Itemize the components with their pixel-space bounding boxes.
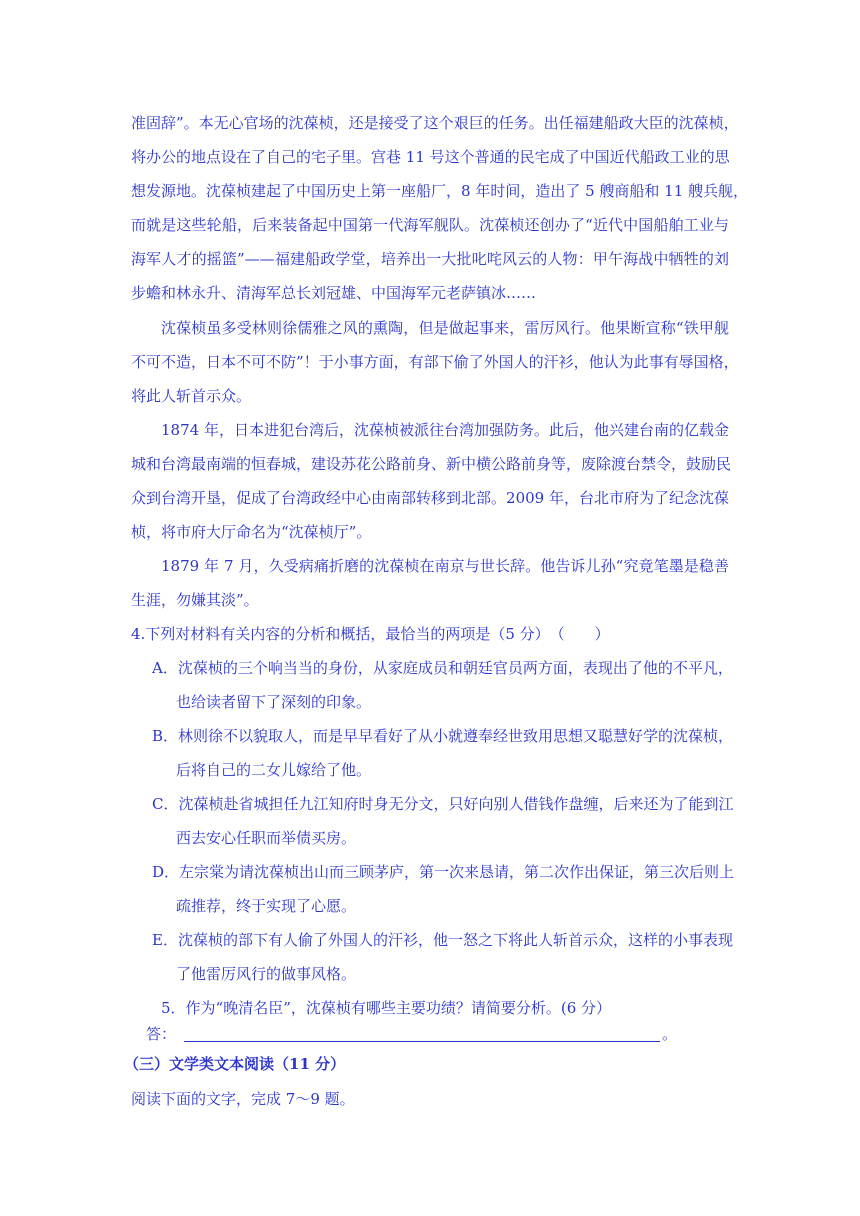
passage-line: 1879 年 7 月，久受病痛折磨的沈葆桢在南京与世长辞。他告诉儿孙“究竟笔墨是稳善: [161, 557, 729, 575]
question-5-stem: 5．作为“晚清名臣”，沈葆桢有哪些主要功绩？请简要分析。(6 分）: [161, 999, 612, 1017]
passage-line: 不可不造，日本不可不防”！于小事方面，有部下偷了外国人的汗衫，他认为此事有辱国格，: [131, 353, 739, 371]
answer-end: 。: [662, 1025, 678, 1043]
passage-line: 沈葆桢虽多受林则徐儒雅之风的熏陶，但是做起事来，雷厉风行。他果断宣称“铁甲舰: [161, 319, 729, 337]
option-d: D．左宗棠为请沈葆桢出山而三顾茅庐，第一次来恳请，第二次作出保证，第三次后则上: [152, 863, 735, 881]
passage-line: 将办公的地点设在了自己的宅子里。宫巷 11 号这个普通的民宅成了中国近代船政工业的思: [131, 148, 730, 166]
passage-line: 众到台湾开垦，促成了台湾政经中心由南部转移到北部。2009 年，台北市府为了纪念沈葆: [131, 489, 729, 507]
passage-line: 城和台湾最南端的恒春城，建设苏花公路前身、新中横公路前身等，废除渡台禁令，鼓励民: [131, 455, 732, 473]
option-e-cont: 了他雷厉风行的做事风格。: [176, 965, 357, 983]
passage-line: 步蟾和林永升、清海军总长刘冠雄、中国海军元老萨镇冰……: [131, 284, 537, 302]
passage-line: 桢，将市府大厅命名为“沈葆桢厅”。: [131, 523, 372, 541]
option-c-cont: 西去安心任职而举债买房。: [176, 829, 357, 847]
section-heading: （三）文学类文本阅读（11 分）: [124, 1055, 346, 1073]
passage-line: 海军人才的摇篮”——福建船政学堂，培养出一大批叱咤风云的人物：甲午海战中牺牲的刘: [131, 250, 729, 268]
passage-line: 想发源地。沈葆桢建起了中国历史上第一座船厂，8 年时间，造出了 5 艘商船和 11 艘兵舰，: [131, 182, 749, 200]
passage-line: 而就是这些轮船，后来装备起中国第一代海军舰队。沈葆桢还创办了“近代中国船舶工业与: [131, 216, 729, 234]
section-instruction: 阅读下面的文字，完成 7～9 题。: [131, 1090, 355, 1108]
passage-line: 准固辞”。本无心官场的沈葆桢，还是接受了这个艰巨的任务。出任福建船政大臣的沈葆桢，: [131, 114, 739, 132]
question-4-stem: 4.下列对材料有关内容的分析和概括，最恰当的两项是（5 分） （ ）: [131, 625, 610, 643]
answer-label: 答：: [146, 1025, 177, 1043]
option-b: B．林则徐不以貌取人，而是早早看好了从小就遵奉经世致用思想又聪慧好学的沈葆桢，: [152, 727, 734, 745]
passage-line: 生涯，勿嫌其淡”。: [131, 591, 259, 609]
option-d-cont: 疏推荐，终于实现了心愿。: [176, 897, 357, 915]
option-b-cont: 后将自己的二女儿嫁给了他。: [176, 761, 372, 779]
answer-blank[interactable]: [184, 1041, 660, 1042]
passage-line: 1874 年，日本进犯台湾后，沈葆桢被派往台湾加强防务。此后，他兴建台南的亿载金: [161, 421, 729, 439]
option-a-cont: 也给读者留下了深刻的印象。: [176, 693, 372, 711]
option-e: E．沈葆桢的部下有人偷了外国人的汗衫，他一怒之下将此人斩首示众，这样的小事表现: [152, 931, 733, 949]
option-a: A．沈葆桢的三个响当当的身份，从家庭成员和朝廷官员两方面，表现出了他的不平凡，: [152, 659, 733, 677]
passage-line: 将此人斩首示众。: [131, 387, 252, 405]
option-c: C．沈葆桢赴省城担任九江知府时身无分文，只好向别人借钱作盘缠，后来还为了能到江: [152, 795, 734, 813]
